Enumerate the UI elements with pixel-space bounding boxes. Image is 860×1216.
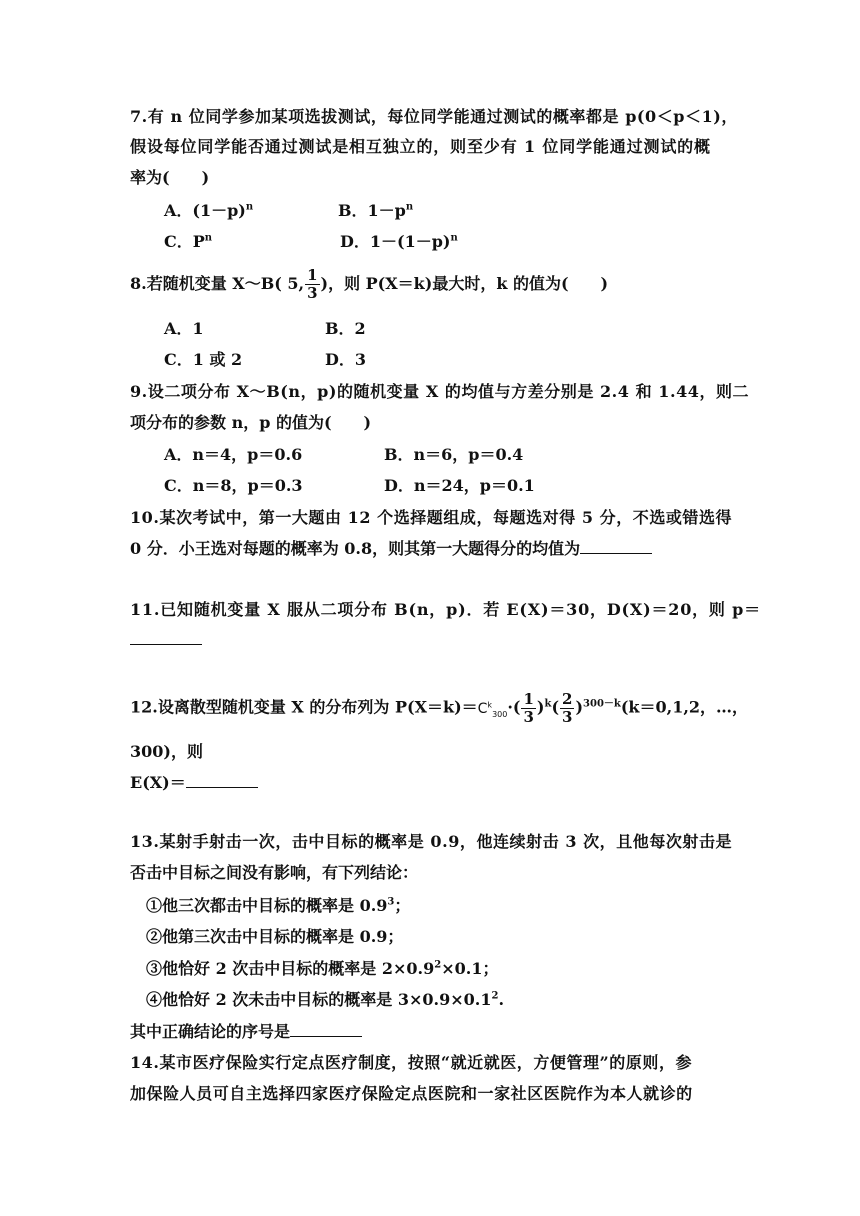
q11-answer-blank[interactable] bbox=[130, 628, 202, 645]
q8-stem: 8.若随机变量 X～B( 5, $\frac{1}{3}$ )，则 P(X＝k)最大时，k 的值为( ) bbox=[130, 266, 609, 302]
q8-option-c: C．1 或 2 bbox=[164, 350, 243, 369]
q13-statement-3: ③他恰好 2 次击中目标的概率是 $2\times 0.9^2\times 0.1$； bbox=[146, 959, 499, 978]
q14-line-1: 14.某市医疗保险实行定点医疗制度，按照“就近就医，方便管理”的原则，参 bbox=[130, 1053, 693, 1072]
q12-line-3: E(X)＝ bbox=[130, 771, 258, 795]
q7-option-a: A．$(1-p)^n$ bbox=[164, 201, 254, 220]
q13-line-2: 否击中目标之间没有影响，有下列结论： bbox=[130, 863, 419, 882]
q11-line-1: 11.已知随机变量 X 服从二项分布 B(n，p)．若 E(X)＝30，D(X)＝20，则 p＝ bbox=[130, 600, 761, 619]
q9-line-1: 9.设二项分布 X～B(n，p)的随机变量 X 的均值与方差分别是 2.4 和 1.44，则二 bbox=[130, 382, 750, 401]
q9-line-2: 项分布的参数 n，p 的值为( ) bbox=[130, 413, 372, 432]
q7-option-b: B．$1-p^n$ bbox=[338, 201, 414, 220]
q7-option-c: C．$P^n$ bbox=[164, 232, 213, 251]
q9-option-b: B．n＝6，p＝0.4 bbox=[384, 445, 524, 464]
q13-ask: 其中正确结论的序号是 bbox=[130, 1020, 362, 1044]
q13-line-1: 13.某射手射击一次，击中目标的概率是 0.9，他连续射击 3 次，且他每次射击是 bbox=[130, 832, 733, 851]
q9-option-a: A．n＝4，p＝0.6 bbox=[164, 445, 303, 464]
q7-line-1: 7.有 n 位同学参加某项选拔测试，每位同学能通过测试的概率都是 p(0＜p＜1)， bbox=[130, 107, 738, 126]
q7-option-d: D．$1-(1-p)^n$ bbox=[340, 232, 458, 251]
q13-statement-1: ①他三次都击中目标的概率是 $0.9^3$； bbox=[146, 896, 411, 915]
q7-line-3: 率为( ) bbox=[130, 168, 210, 187]
q13-statement-2: ②他第三次击中目标的概率是 0.9； bbox=[146, 927, 404, 946]
q12-answer-blank[interactable] bbox=[186, 771, 258, 788]
q12-line-2: 300)，则 bbox=[130, 742, 203, 761]
q8-option-a: A．1 bbox=[164, 319, 204, 338]
q10-line-1: 10.某次考试中，第一大题由 12 个选择题组成，每题选对得 5 分，不选或错选得 bbox=[130, 508, 733, 527]
q8-option-d: D．3 bbox=[325, 350, 367, 369]
q11-line-2 bbox=[130, 628, 202, 652]
q14-line-2: 加保险人员可自主选择四家医疗保险定点医院和一家社区医院作为本人就诊的 bbox=[130, 1084, 693, 1103]
q12-fraction-1: $\frac{1}{3}$ bbox=[523, 689, 534, 726]
q10-line-2: 0 分．小王选对每题的概率为 0.8，则其第一大题得分的均值为 bbox=[130, 537, 652, 561]
q12-combination: $C^k_{300}$ bbox=[477, 700, 508, 719]
q10-answer-blank[interactable] bbox=[580, 537, 652, 554]
q7-line-2: 假设每位同学能否通过测试是相互独立的，则至少有 1 位同学能通过测试的概 bbox=[130, 137, 711, 156]
q9-option-d: D．n＝24，p＝0.1 bbox=[384, 476, 535, 495]
q13-statement-4: ④他恰好 2 次未击中目标的概率是 $3\times 0.9\times 0.1^2$. bbox=[146, 990, 505, 1009]
q8-option-b: B．2 bbox=[325, 319, 366, 338]
q9-option-c: C．n＝8，p＝0.3 bbox=[164, 476, 303, 495]
q8-fraction: $\frac{1}{3}$ bbox=[307, 266, 318, 302]
q13-answer-blank[interactable] bbox=[290, 1020, 362, 1037]
q12-fraction-2: $\frac{2}{3}$ bbox=[562, 689, 573, 726]
q12-stem: 12.设离散型随机变量 X 的分布列为 $P(X=k)=C^k_{300}\cdot$( $\frac{1}{3}$ )$^k$( $\frac{2}{3}$ )$^{300-k}$(k＝0,1,2，…， bbox=[130, 689, 749, 726]
